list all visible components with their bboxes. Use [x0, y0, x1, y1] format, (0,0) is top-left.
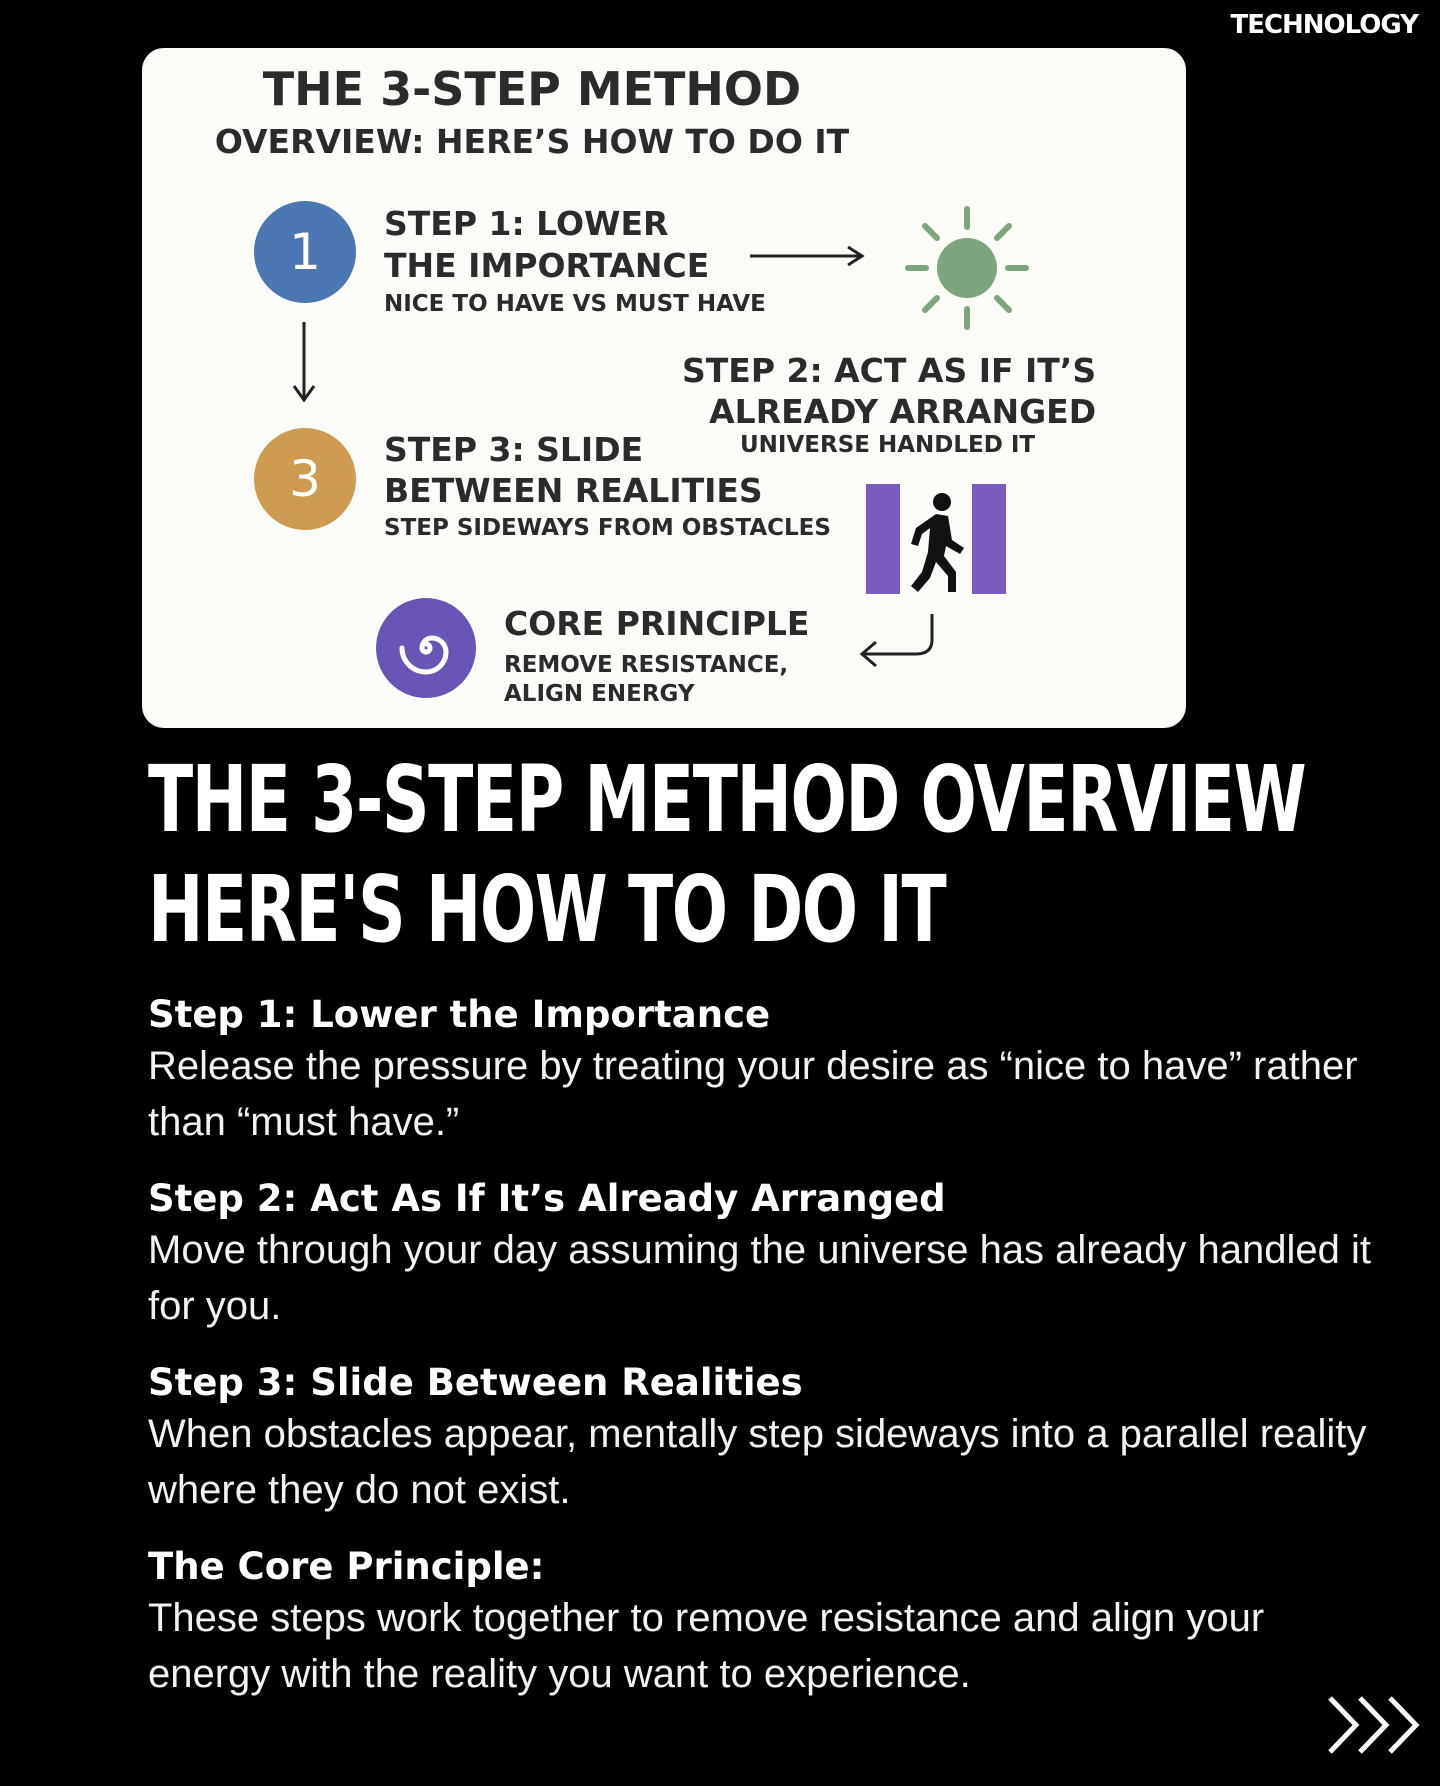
- step-3-heading-line-2: BETWEEN REALITIES: [384, 471, 763, 510]
- step-1-heading-line-2: THE IMPORTANCE: [384, 246, 710, 285]
- step-1-badge: 1: [254, 201, 356, 303]
- core-principle-badge: [376, 598, 476, 698]
- step-item: [148, 992, 1398, 1150]
- step-description: Release the pressure by treating your desire as “nice to have” rather than “must have.”: [148, 1044, 1358, 1144]
- step-3-heading-line-1: STEP 3: SLIDE: [384, 430, 644, 469]
- step-2-heading-line-1: STEP 2: ACT AS IF IT’S: [682, 351, 1097, 390]
- step-description: These steps work together to remove resistance and align your energy with the reality you want to experience.: [148, 1596, 1265, 1696]
- core-principle-heading: CORE PRINCIPLE: [504, 604, 810, 643]
- infographic-card: [142, 48, 1186, 728]
- step-description: When obstacles appear, mentally step sideways into a parallel reality where they do not exist.: [148, 1412, 1367, 1512]
- step-title: The Core Principle:: [148, 1545, 545, 1588]
- step-title: Step 2: Act As If It’s Already Arranged: [148, 1177, 946, 1220]
- step-1-caption: NICE TO HAVE VS MUST HAVE: [384, 291, 766, 317]
- step-2-heading: [652, 350, 1096, 432]
- spiral-icon: [396, 618, 456, 678]
- arrow-down-icon: [291, 320, 317, 404]
- page-title: THE 3-STEP METHOD OVERVIEW: [148, 746, 1306, 853]
- page-subtitle: HERE'S HOW TO DO IT: [148, 856, 946, 963]
- arrow-return-icon: [854, 610, 944, 670]
- step-title: Step 1: Lower the Importance: [148, 993, 771, 1036]
- arrow-right-icon: [748, 244, 868, 268]
- step-3-badge: 3: [254, 428, 356, 530]
- card-subtitle: OVERVIEW: HERE’S HOW TO DO IT: [214, 122, 850, 161]
- sun-icon: [902, 203, 1032, 333]
- core-principle-caption-line-1: REMOVE RESISTANCE,: [504, 652, 789, 678]
- step-1-heading-line-1: STEP 1: LOWER: [384, 204, 669, 243]
- step-item: [148, 1360, 1398, 1518]
- step-item: [148, 1176, 1398, 1334]
- brand-label: TECHNOLOGY: [1230, 10, 1418, 40]
- step-item: [148, 1544, 1298, 1702]
- triple-chevron-right-icon[interactable]: [1324, 1694, 1426, 1756]
- step-description: Move through your day assuming the universe has already handled it for you.: [148, 1228, 1371, 1328]
- core-principle-caption-line-2: ALIGN ENERGY: [504, 681, 695, 707]
- step-title: Step 3: Slide Between Realities: [148, 1361, 803, 1404]
- core-principle-caption: [504, 651, 788, 709]
- walking-through-door-icon: [864, 482, 1008, 596]
- step-3-heading: [384, 429, 763, 511]
- card-title: THE 3-STEP METHOD: [262, 62, 802, 116]
- step-1-heading: [384, 203, 709, 287]
- steps-list: [148, 992, 1398, 1728]
- step-3-caption: STEP SIDEWAYS FROM OBSTACLES: [384, 515, 831, 541]
- step-2-heading-line-2: ALREADY ARRANGED: [709, 392, 1097, 431]
- step-2-caption: UNIVERSE HANDLED IT: [740, 432, 1036, 458]
